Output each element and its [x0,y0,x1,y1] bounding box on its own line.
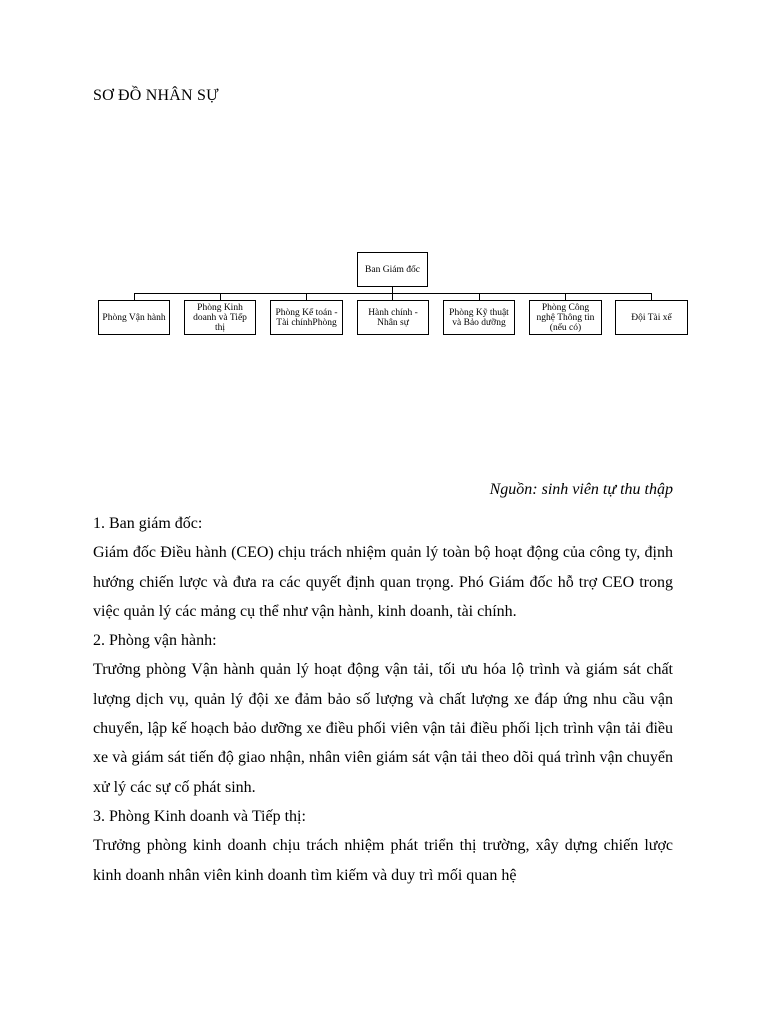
dept-connector [565,293,566,300]
org-dept-label: Hành chính - Nhân sự [368,307,418,328]
org-dept-box [98,300,170,335]
org-dept-label: Phòng Vận hành [102,312,166,323]
dept-connector [134,293,135,300]
org-dept-box [529,300,602,335]
dept-connector [220,293,221,300]
org-dept-box [357,300,429,335]
dept-connector [479,293,480,300]
org-dept-label: Phòng Công nghệ Thông tin (nếu có) [536,302,595,333]
section-paragraph: Trưởng phòng Vận hành quản lý hoạt động vận tải, tối ưu hóa lộ trình và giám sát chất lượng dịch vụ, quản lý đội xe đảm bảo số lượng và chất lượng xe đáp ứng nhu cầu vận chuyển, lập kế hoạch bảo dưỡng xe điều phối viên vận tải điều phối lịch trình vận tải điều xe và giám sát tiến độ giao nhận, nhân viên giám sát vận tải theo dõi quá trình vận chuyển xử lý các sự cố phát sinh. [93,661,673,796]
section-heading: 2. Phòng vận hành: [93,632,217,650]
section-heading: 3. Phòng Kinh doanh và Tiếp thị: [93,807,306,825]
page-title: SƠ ĐỒ NHÂN SỰ [93,87,219,104]
org-dept-label: Phòng Kỹ thuật và Bảo dưỡng [449,307,509,328]
org-dept-box [443,300,515,335]
section-paragraph: Trưởng phòng kinh doanh chịu trách nhiệm phát triển thị trường, xây dựng chiến lược kinh doanh nhân viên kinh doanh tìm kiếm và duy trì mối quan hệ [93,837,673,884]
org-dept-label: Phòng Kế toán - Tài chínhPhòng [275,307,338,328]
section-heading: 1. Ban giám đốc: [93,515,203,532]
dept-connector [392,293,393,300]
org-dept-box [615,300,688,335]
dept-connector [651,293,652,300]
document-body [93,509,673,890]
figure-source: Nguồn: sinh viên tự thu thập [489,481,673,498]
org-root-label: Ban Giám đốc [365,264,420,275]
org-dept-label: Phòng Kinh doanh và Tiếp thị [193,302,247,333]
org-dept-label: Đội Tài xế [631,312,672,323]
org-root-box [357,252,428,287]
horizontal-connector [134,293,652,294]
org-dept-box [270,300,343,335]
org-dept-box [184,300,256,335]
dept-connector [306,293,307,300]
section-paragraph: Giám đốc Điều hành (CEO) chịu trách nhiệm quản lý toàn bộ hoạt động của công ty, định hướng chiến lược và đưa ra các quyết định quan trọng. Phó Giám đốc hỗ trợ CEO trong việc quản lý các mảng cụ thể như vận hành, kinh doanh, tài chính. [93,544,673,620]
